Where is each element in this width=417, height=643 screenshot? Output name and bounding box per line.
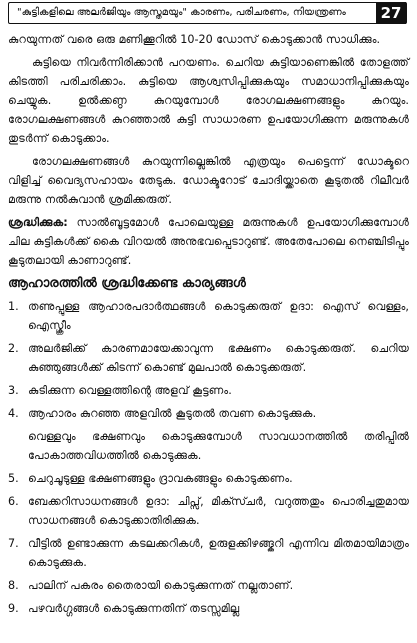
diet-list-continued [8, 469, 409, 618]
paragraph-calm-child: കുട്ടിയെ നിവർന്നിരിക്കാൻ പറയണം. ചെറിയ കുട്ടിയാണെങ്കിൽ തോളത്ത് കിടത്തി പരിചരിക്കാം. കുട്ടിയെ ആശ്വസിപ്പിക്കുകയും സമാധാനിപ്പിക്കുകയും ചെയ്യുക. ഉൽക്കണ്ഠ കുറയുമ്പോൾ രോഗലക്ഷണങ്ങളും കുറയും. രോഗലക്ഷണങ്ങൾ കുറഞ്ഞാൽ കുട്ടി സാധാരണ ഉപയോഗിക്കുന്ന മരുന്നുകൾ തുടർന്ന് കൊടുക്കാം. [8, 56, 409, 145]
page-number: 27 [376, 2, 406, 24]
list-number: 6. [8, 495, 19, 508]
paragraph-continued: കുറയുന്നത് വരെ ഒരു മണിക്കൂറിൽ 10-20 ഡോസ് കൊടുക്കാൻ സാധിക്കും. [8, 33, 381, 46]
list-text: അലർജിക്ക് കാരണമായേക്കാവുന്ന ഭക്ഷണം കൊടുക്കരുത്. ചെറിയ കുഞ്ഞുങ്ങൾക്ക് കിടന്ന് കൊണ്ട് മുലപാൽ കൊടുക്കരുത്. [28, 342, 409, 374]
list-text: കുടിക്കുന്ന വെള്ളത്തിന്റെ അളവ് കൂട്ടണം. [28, 384, 232, 397]
running-title: "കുട്ടികളിലെ അലർജിയും ആസ്തമയും" കാരണം, പരിചരണം, നിയന്ത്രണം [17, 7, 346, 18]
list-text: ആഹാരം കുറഞ്ഞ അളവിൽ കൂടുതൽ തവണ കൊടുക്കുക. [28, 407, 317, 420]
note-paragraph [8, 213, 409, 270]
page-body [8, 30, 409, 622]
list-number: 2. [8, 342, 19, 355]
paragraph-see-doctor: രോഗലക്ഷണങ്ങൾ കുറയുന്നില്ലെങ്കിൽ എത്രയും പെട്ടെന്ന് ഡോക്ടറെ വിളിച്ച് വൈദ്യസഹായം തേടുക. ഡോക്ടറോട് ചോദിയ്ക്കാതെ കൂടുതൽ റിലീവർ മരുന്നു നൽകുവാൻ ശ്രമിക്കരുത്. [8, 155, 410, 206]
page-header [8, 2, 407, 24]
diet-list [8, 297, 409, 423]
list-item [8, 469, 409, 488]
list-item [8, 576, 409, 595]
list-item [8, 492, 409, 530]
list-number: 8. [8, 579, 19, 592]
list-text: പാലിന് പകരം തൈരായി കൊടുക്കുന്നത് നല്ലതാണ്. [28, 579, 294, 592]
note-label: ശ്രദ്ധിക്കുക: [8, 216, 68, 229]
list-item [8, 404, 409, 423]
note-text: സാൽബൂട്ടമോൾ പോലെയുള്ള മരുന്നുകൾ ഉപയോഗിക്കുമ്പോൾ ചില കുട്ടികൾക്ക് കൈ വിറയൽ അനുഭവപ്പെടാറുണ്ട്. അതേപോലെ നെഞ്ചിടിപ്പും കൂടുതലായി കാണാറുണ്ട്. [8, 216, 409, 267]
list-text: ബേക്കറിസാധനങ്ങൾ ഉദാ: ചിപ്സ്, മിക്സ്ചർ, വറുത്തതും പൊരിച്ചതുമായ സാധനങ്ങൾ കൊടുക്കാതിരിക്കുക. [28, 495, 409, 527]
list-item [8, 339, 409, 377]
list-text: പഴവർഗ്ഗങ്ങൾ കൊടുക്കുന്നതിന് തടസ്സമില്ല [28, 602, 240, 615]
list-text: ചെറുചൂടുള്ള ഭക്ഷണങ്ങളും ദ്രാവകങ്ങളും കൊടുക്കണം. [28, 472, 293, 485]
list-number: 1. [8, 300, 19, 313]
list-item [8, 599, 409, 618]
list-number: 4. [8, 407, 19, 420]
list-number: 7. [8, 537, 19, 550]
section-heading: ആഹാരത്തിൽ ശ്രദ്ധിക്കേണ്ട കാര്യങ്ങൾ [8, 276, 246, 291]
list-number: 5. [8, 472, 19, 485]
list-item [8, 534, 409, 572]
list-item-subparagraph: വെള്ളവും ഭക്ഷണവും കൊടുക്കുമ്പോൾ സാവധാനത്തിൽ തരിപ്പിൽ പോകാത്തവിധത്തിൽ കൊടുക്കുക. [28, 430, 409, 462]
list-item [8, 381, 409, 400]
list-text: വീട്ടിൽ ഉണ്ടാക്കുന്ന കടലക്കറികൾ, ഉരുളക്കിഴങ്ങ്കറി എന്നിവ മിതമായിമാത്രം കൊടുക്കുക. [28, 537, 409, 569]
list-item [8, 297, 409, 335]
list-number: 9. [8, 602, 19, 615]
list-text: തണുപ്പുള്ള ആഹാരപദാർത്ഥങ്ങൾ കൊടുക്കരുത് ഉദാ: ഐസ് വെള്ളം, ഐസ്ക്രീം [28, 300, 409, 332]
list-number: 3. [8, 384, 19, 397]
